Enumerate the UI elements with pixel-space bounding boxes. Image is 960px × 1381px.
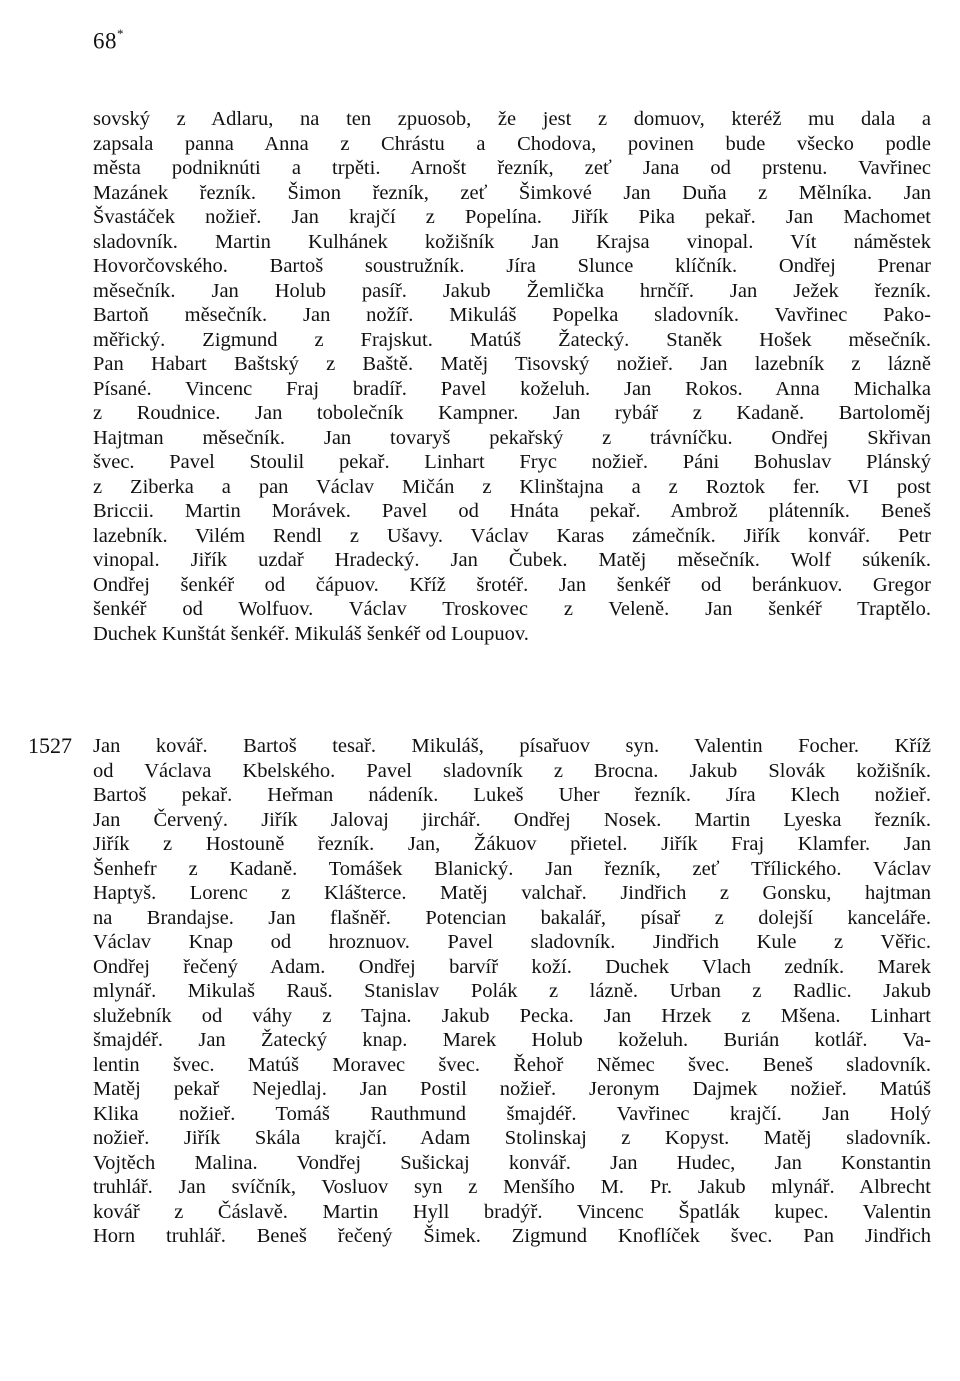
text-line: Duchek Kunštát šenkéř. Mikuláš šenkéř od Loupuov.: [93, 622, 529, 645]
text-line: zapsala panna Anna z Chrástu a Chodova, povinen bude všecko podle: [93, 132, 931, 155]
text-line: Bartoň měsečník. Jan nožíř. Mikuláš Popelka sladovník. Vavřinec Pako-: [93, 304, 931, 326]
text-line: města podniknúti a trpěti. Arnošt řezník, zeť Jana od prstenu. Vavřinec: [93, 157, 931, 179]
text-line: Haptyš. Lorenc z Klášterce. Matěj valchař. Jindřich z Gonsku, hajtman: [93, 882, 931, 904]
text-line: služebník od váhy z Tajna. Jakub Pecka. Jan Hrzek z Mšena. Linhart: [93, 1004, 931, 1027]
text-line: Jiřík z Hostouně řezník. Jan, Žákuov přietel. Jiřík Fraj Klamfer. Jan: [93, 833, 931, 855]
year-marker: 1527: [28, 733, 72, 758]
text-line: Švastáček nožieř. Jan krajčí z Popelína. Jiřík Pika pekař. Jan Machomet: [93, 206, 931, 228]
text-line: Šenhefr z Kadaně. Tomášek Blanický. Jan řezník, zeť Třílického. Václav: [93, 857, 931, 880]
text-line: truhlář. Jan svíčník, Vosluov syn z Menšího M. Pr. Jakub mlynář. Albrecht: [93, 1176, 931, 1198]
text-block-2: [93, 734, 931, 1249]
text-line: mlynář. Mikulaš Rauš. Stanislav Polák z lázně. Urban z Radlic. Jakub: [93, 980, 931, 1002]
text-line: sovský z Adlaru, na ten zpuosob, že jest z domuov, kteréž mu dala a: [93, 108, 931, 130]
text-line: Klika nožieř. Tomáš Rauthmund šmajdéř. Vavřinec krajčí. Jan Holý: [93, 1102, 931, 1125]
text-line: šmajdéř. Jan Žatecký knap. Marek Holub koželuh. Burián kotlář. Va-: [93, 1029, 931, 1051]
text-line: Bartoš pekař. Heřman nádeník. Lukeš Uher řezník. Jíra Klech nožieř.: [93, 784, 931, 806]
text-block-1: [93, 107, 931, 646]
text-line: šenkéř od Wolfuov. Václav Troskovec z Veleně. Jan šenkéř Traptělo.: [93, 598, 931, 620]
text-line: Jan kovář. Bartoš tesař. Mikuláš, písařuov syn. Valentin Focher. Kříž: [93, 735, 931, 757]
text-line: lazebník. Vilém Rendl z Ušavy. Václav Karas zámečník. Jiřík konvář. Petr: [93, 524, 931, 547]
text-line: Ondřej šenkéř od čápuov. Kříž šrotéř. Jan šenkéř od beránkuov. Gregor: [93, 573, 931, 596]
text-line: Briccii. Martin Morávek. Pavel od Hnáta pekař. Ambrož plátenník. Beneš: [93, 500, 931, 522]
text-line: Horn truhlář. Beneš řečený Šimek. Zigmund Knoflíček švec. Pan Jindřich: [93, 1225, 931, 1247]
text-line: měřický. Zigmund z Frajskut. Matúš Žatecký. Staněk Hošek měsečník.: [93, 328, 931, 351]
text-line: Matěj pekař Nejedlaj. Jan Postil nožieř. Jeronym Dajmek nožieř. Matúš: [93, 1078, 931, 1100]
text-line: Mazánek řezník. Šimon řezník, zeť Šimkové Jan Duňa z Mělníka. Jan: [93, 181, 931, 204]
text-line: Václav Knap od hroznuov. Pavel sladovník. Jindřich Kule z Věřic.: [93, 931, 931, 953]
text-line: švec. Pavel Stoulil pekař. Linhart Fryc nožieř. Páni Bohuslav Plánský: [93, 451, 931, 473]
text-line: od Václava Kbelského. Pavel sladovník z Brocna. Jakub Slovák kožišník.: [93, 759, 931, 782]
text-line: vinopal. Jiřík uzdař Hradecký. Jan Čubek. Matěj měsečník. Wolf súkeník.: [93, 549, 931, 571]
text-line: nožieř. Jiřík Skála krajčí. Adam Stolinskaj z Kopyst. Matěj sladovník.: [93, 1127, 931, 1149]
text-line: měsečník. Jan Holub pasíř. Jakub Žemlička hrnčíř. Jan Ježek řezník.: [93, 279, 931, 302]
text-line: sladovník. Martin Kulhánek kožišník Jan Krajsa vinopal. Vít náměstek: [93, 230, 931, 253]
text-line: Písané. Vincenc Fraj bradíř. Pavel koželuh. Jan Rokos. Anna Michalka: [93, 377, 931, 400]
text-line: Vojtěch Malina. Vondřej Sušickaj konvář. Jan Hudec, Jan Konstantin: [93, 1151, 931, 1174]
text-line: Jan Červený. Jiřík Jalovaj jirchář. Ondřej Nosek. Martin Lyeska řezník.: [93, 808, 931, 831]
text-line: Pan Habart Baštský z Baště. Matěj Tisovský nožieř. Jan lazebník z lázně: [93, 353, 931, 375]
page-number: [93, 28, 124, 55]
text-line: kovář z Čáslavě. Martin Hyll bradýř. Vincenc Špatlák kupec. Valentin: [93, 1200, 931, 1223]
text-line: z Roudnice. Jan tobolečník Kampner. Jan rybář z Kadaně. Bartoloměj: [93, 402, 931, 424]
text-line: lentin švec. Matúš Moravec švec. Řehoř Němec švec. Beneš sladovník.: [93, 1053, 931, 1076]
text-line: Hajtman měsečník. Jan tovaryš pekařský z trávníčku. Ondřej Skřivan: [93, 426, 931, 449]
text-line: na Brandajse. Jan flašněř. Potencian bakalář, písař z dolejší kanceláře.: [93, 906, 931, 929]
text-line: Ondřej řečený Adam. Ondřej barvíř koží. Duchek Vlach zedník. Marek: [93, 955, 931, 978]
text-line: Hovorčovského. Bartoš soustružník. Jíra Slunce klíčník. Ondřej Prenar: [93, 255, 931, 277]
page-number-mark: *: [117, 26, 124, 41]
page-number-value: 68: [93, 28, 117, 54]
text-line: z Ziberka a pan Václav Mičán z Klinštajna a z Roztok fer. VI post: [93, 475, 931, 498]
